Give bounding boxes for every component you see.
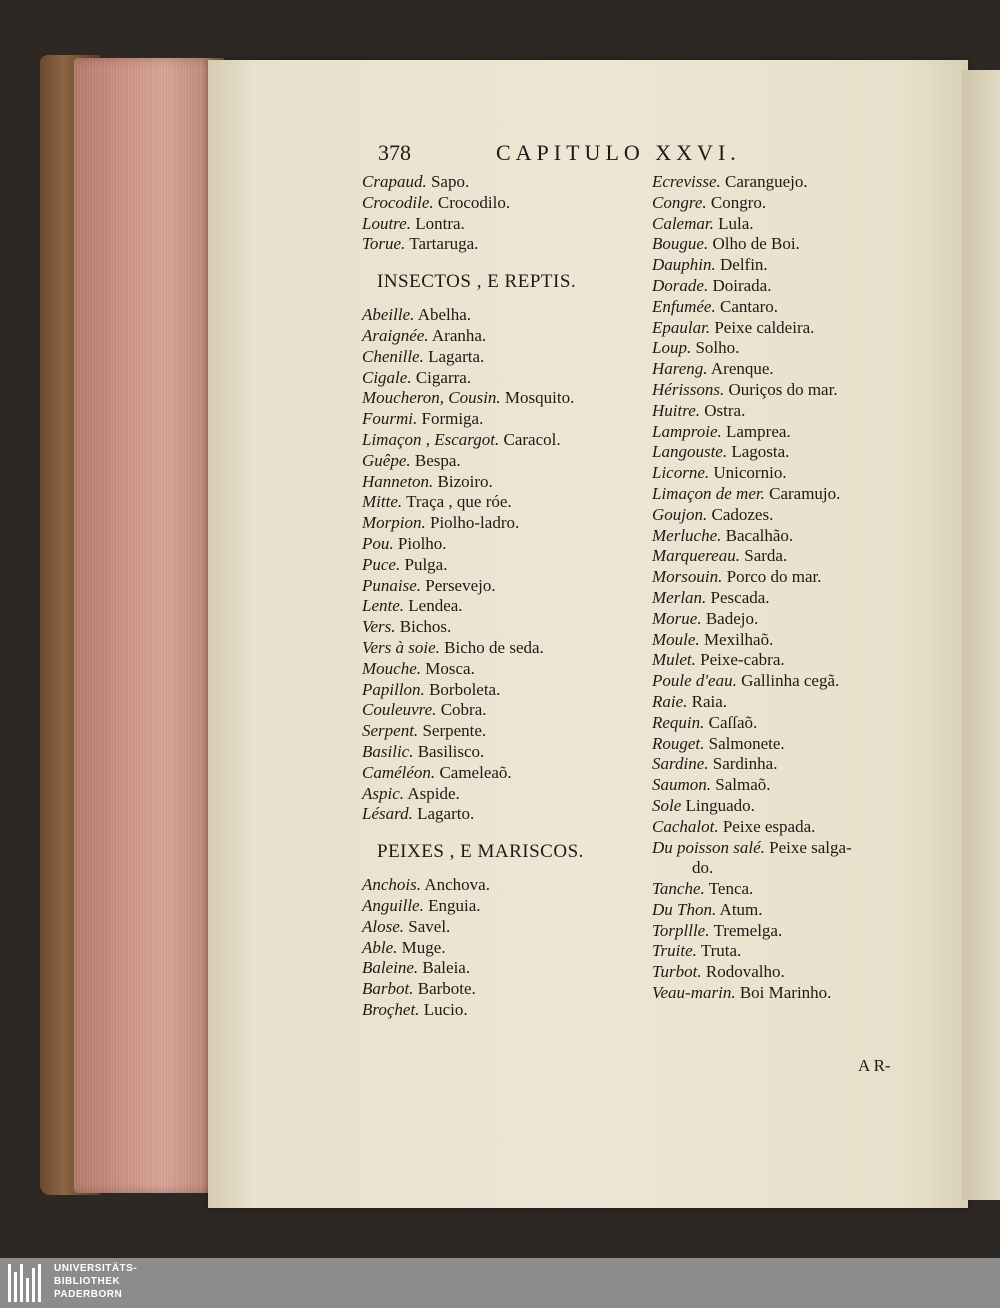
portuguese-term: Anchova. [424, 875, 490, 895]
french-term: Sardine. [652, 754, 709, 774]
vocab-entry [362, 451, 652, 472]
portuguese-term: Bichos. [399, 617, 452, 637]
vocab-entry [652, 401, 927, 422]
portuguese-term: Muge. [401, 937, 446, 957]
vocab-entry [362, 617, 652, 638]
portuguese-term: Cantaro. [719, 296, 779, 316]
vocab-entry [362, 326, 652, 347]
portuguese-term: Peixe-cabra. [700, 650, 785, 670]
vocab-entry [652, 609, 927, 630]
french-term: Calemar. [652, 213, 714, 233]
right-list-a [652, 172, 927, 838]
french-term: Limaçon , Escargot. [362, 429, 500, 449]
french-term: Turbot. [652, 962, 702, 982]
vocab-entry [362, 784, 652, 805]
portuguese-term: Bespa. [414, 450, 461, 470]
portuguese-term: Barbote. [417, 979, 476, 999]
french-term: Fourmi. [362, 409, 418, 429]
portuguese-term: Savel. [408, 916, 451, 936]
french-term: Vers. [362, 617, 396, 637]
vocab-entry [652, 671, 927, 692]
portuguese-term: Cadozes. [711, 504, 774, 524]
portuguese-term: Caramujo. [769, 483, 841, 503]
portuguese-term: Abelha. [417, 305, 472, 325]
french-term: Basilic. [362, 741, 414, 761]
french-term: Torue. [362, 234, 406, 254]
french-term: Mitte. [362, 492, 403, 512]
portuguese-term: Arenque. [710, 359, 774, 379]
vocab-entry [362, 214, 652, 235]
running-head: CAPITULO XXVI. [496, 140, 741, 165]
french-term: Dorade. [652, 275, 709, 295]
vocab-entry [652, 734, 927, 755]
vocab-entry [652, 422, 927, 443]
logo-line: UNIVERSITÄTS- [54, 1263, 138, 1274]
vocab-entry [652, 900, 927, 921]
vocab-entry [362, 721, 652, 742]
vocab-entry [362, 347, 652, 368]
french-term: Veau-marin. [652, 983, 736, 1003]
portuguese-term: Caracol. [503, 429, 561, 449]
vocab-entry [652, 193, 927, 214]
portuguese-term: Tenca. [708, 879, 754, 899]
portuguese-term: Truta. [700, 941, 742, 961]
vocab-entry [362, 659, 652, 680]
portuguese-term: Mosca. [425, 658, 475, 678]
french-term: Ecrevisse. [652, 172, 721, 191]
vocab-entry [652, 588, 927, 609]
french-term: Punaise. [362, 575, 422, 595]
vocab-entry [362, 979, 652, 1000]
french-term: Caméléon. [362, 762, 436, 782]
portuguese-term: Badejo. [705, 608, 759, 628]
portuguese-term: Lagarta. [428, 346, 485, 366]
vocab-entry [362, 534, 652, 555]
french-term: Sole [652, 795, 682, 815]
vocab-entry [652, 172, 927, 193]
portuguese-term: Doirada. [712, 275, 772, 295]
french-term: Langouste. [652, 442, 728, 462]
vocab-entry [362, 193, 652, 214]
vocab-entry [652, 630, 927, 651]
portuguese-term: Piolho. [397, 533, 447, 553]
vocab-entry [652, 484, 927, 505]
vocab-entry [362, 305, 652, 326]
french-term: Araignée. [362, 325, 429, 345]
vocab-entry [652, 567, 927, 588]
portuguese-term: Ostra. [704, 400, 746, 420]
french-term: Guêpe. [362, 450, 411, 470]
vocab-entry [652, 380, 927, 401]
french-term: Crapaud. [362, 172, 427, 191]
portuguese-term: Sapo. [430, 172, 470, 191]
portuguese-term: Rodovalho. [705, 962, 785, 982]
section-heading-peixes: PEIXES , E MARISCOS. [377, 841, 584, 863]
vocab-entry [362, 492, 652, 513]
portuguese-term: Boi Marinho. [739, 983, 832, 1003]
portuguese-term: Lendea. [408, 596, 463, 616]
french-term: Merluche. [652, 525, 722, 545]
vocab-entry [652, 838, 927, 859]
portuguese-term: Tartaruga. [409, 234, 479, 254]
vocab-entry [362, 958, 652, 979]
portuguese-term: Bacalhão. [725, 525, 794, 545]
portuguese-term: Ouriços do mar. [728, 379, 838, 399]
portuguese-term: Baleia. [422, 958, 471, 978]
french-term: Epaular. [652, 317, 711, 337]
vocab-entry [652, 276, 927, 297]
page-edges [74, 58, 224, 1193]
vocab-entry [362, 700, 652, 721]
portuguese-term: Gallinha cegã. [741, 671, 840, 691]
vocab-entry [362, 680, 652, 701]
vocab-entry [652, 463, 927, 484]
french-term: Tanche. [652, 879, 705, 899]
french-term: Poule d'eau. [652, 671, 737, 691]
french-term: Rouget. [652, 733, 705, 753]
portuguese-term: Tremelga. [713, 920, 783, 940]
french-term: Congre. [652, 192, 707, 212]
vocab-entry [362, 430, 652, 451]
french-term: Huitre. [652, 400, 701, 420]
portuguese-term: Peixe salga- [769, 837, 852, 857]
vocab-entry [652, 234, 927, 255]
vocab-entry [362, 513, 652, 534]
catchword: A R- [858, 1056, 891, 1075]
vocab-entry [652, 983, 927, 1004]
french-term: Crocodile. [362, 192, 434, 212]
french-term: Cachalot. [652, 816, 719, 836]
portuguese-term: Aranha. [431, 325, 487, 345]
french-term: Bougue. [652, 234, 709, 254]
page-number: 378 [378, 140, 411, 165]
portuguese-term: Peixe espada. [722, 816, 816, 836]
vocab-entry [362, 576, 652, 597]
portuguese-term: Borboleta. [429, 679, 501, 699]
french-term: Moule. [652, 629, 700, 649]
vocab-entry [652, 775, 927, 796]
vocab-entry [652, 921, 927, 942]
vocab-entry [652, 359, 927, 380]
vocab-entry [652, 962, 927, 983]
french-term: Moucheron, Cousin. [362, 388, 501, 408]
french-term: Licorne. [652, 463, 710, 483]
library-footer [0, 1258, 1000, 1308]
vocab-entry [362, 234, 652, 255]
left-column [362, 172, 652, 1021]
portuguese-term: Sarda. [744, 546, 788, 566]
portuguese-term: Mosquito. [504, 388, 575, 408]
french-term: Anchois. [362, 875, 422, 895]
portuguese-term: Olho de Boi. [712, 234, 800, 254]
vocab-entry [652, 817, 927, 838]
french-term: Requin. [652, 712, 705, 732]
portuguese-term: Serpente. [422, 721, 487, 741]
french-term: Torpllle. [652, 920, 710, 940]
french-term: Hanneton. [362, 471, 434, 491]
french-term: Hérissons. [652, 379, 725, 399]
vocab-entry [652, 941, 927, 962]
portuguese-term: Salmonete. [708, 733, 785, 753]
vocab-entry [652, 754, 927, 775]
portuguese-term: Pulga. [404, 554, 448, 574]
french-term: Goujon. [652, 504, 708, 524]
portuguese-term: Delfin. [720, 255, 768, 275]
portuguese-term: Solho. [695, 338, 740, 358]
peixes-list [362, 875, 652, 1021]
vocab-entry [652, 526, 927, 547]
vocab-entry [652, 297, 927, 318]
vocab-entry [362, 555, 652, 576]
french-term: Chenille. [362, 346, 424, 366]
french-term: Vers à soie. [362, 637, 440, 657]
french-term: Saumon. [652, 775, 712, 795]
portuguese-term: Unicornio. [713, 463, 787, 483]
vocab-entry [652, 650, 927, 671]
vocab-entry [362, 472, 652, 493]
portuguese-term: Lontra. [415, 213, 465, 233]
vocab-entry [362, 409, 652, 430]
french-term: Broçhet. [362, 999, 420, 1019]
french-term: Merlan. [652, 587, 707, 607]
french-term: Enfumée. [652, 296, 716, 316]
right-column [652, 172, 927, 1004]
portuguese-term: Crocodilo. [437, 192, 511, 212]
logo-line: BIBLIOTHEK [54, 1276, 121, 1287]
portuguese-term: Formiga. [421, 409, 484, 429]
portuguese-term: Atum. [719, 899, 763, 919]
vocab-entry [362, 172, 652, 193]
portuguese-term: Traça , que róe. [406, 492, 512, 512]
french-term: Raie. [652, 691, 688, 711]
vocab-entry [652, 796, 927, 817]
french-term: Able. [362, 937, 398, 957]
french-term: Dauphin. [652, 255, 716, 275]
french-term: Loup. [652, 338, 692, 358]
portuguese-term: Congro. [710, 192, 767, 212]
french-term: Anguille. [362, 895, 424, 915]
right-list-b [652, 879, 927, 1004]
vocab-entry [362, 742, 652, 763]
portuguese-term: Linguado. [685, 795, 755, 815]
portuguese-term: Cigarra. [415, 367, 472, 387]
vocab-entry [652, 318, 927, 339]
vocab-entry [362, 917, 652, 938]
french-term: Alose. [362, 916, 405, 936]
portuguese-term: Enguia. [428, 895, 481, 915]
portuguese-term: Cobra. [440, 700, 487, 720]
portuguese-term: Lula. [718, 213, 754, 233]
logo-line: PADERBORN [54, 1289, 123, 1300]
vocab-entry [652, 879, 927, 900]
page-header [378, 140, 938, 170]
french-term: Truite. [652, 941, 697, 961]
french-term: Lésard. [362, 804, 413, 824]
french-term: Pou. [362, 533, 394, 553]
portuguese-term: Lagarto. [417, 804, 475, 824]
french-term: Du Thon. [652, 899, 717, 919]
library-logo-icon [8, 1264, 48, 1302]
portuguese-term: Pescada. [710, 587, 770, 607]
portuguese-term: Mexilhaõ. [703, 629, 774, 649]
vocab-entry [362, 804, 652, 825]
french-term: Loutre. [362, 213, 411, 233]
portuguese-term: Caranguejo. [725, 172, 808, 191]
french-term: Abeille. [362, 305, 415, 325]
french-term: Mulet. [652, 650, 696, 670]
vocab-entry [362, 938, 652, 959]
vocab-entry [362, 368, 652, 389]
vocab-entry [362, 388, 652, 409]
french-term: Serpent. [362, 721, 419, 741]
vocab-entry [652, 505, 927, 526]
french-term: Couleuvre. [362, 700, 437, 720]
french-term: Du poisson salé. [652, 837, 765, 857]
portuguese-term: Porco do mar. [726, 567, 822, 587]
portuguese-term: Peixe caldeira. [714, 317, 815, 337]
vocab-entry [652, 546, 927, 567]
french-term: Lamproie. [652, 421, 722, 441]
french-term: Mouche. [362, 658, 422, 678]
french-term: Morsouin. [652, 567, 723, 587]
portuguese-term: Cameleaõ. [439, 762, 512, 782]
portuguese-term: Basilisco. [417, 741, 485, 761]
french-term: Baleine. [362, 958, 419, 978]
insectos-list [362, 305, 652, 825]
french-term: Papillon. [362, 679, 425, 699]
vocab-entry [362, 896, 652, 917]
portuguese-term: Lagosta. [731, 442, 790, 462]
vocab-entry [362, 638, 652, 659]
vocab-entry [652, 692, 927, 713]
portuguese-term: Aspide. [407, 783, 460, 803]
french-term: Morpion. [362, 513, 426, 533]
vocab-entry [362, 1000, 652, 1021]
portuguese-term: Salmaõ. [715, 775, 771, 795]
french-term: Morue. [652, 608, 702, 628]
portuguese-term: Raia. [691, 691, 728, 711]
left-top-list [362, 172, 652, 255]
vocab-entry [362, 763, 652, 784]
portuguese-term: Lucio. [423, 999, 468, 1019]
vocab-entry [652, 442, 927, 463]
portuguese-term: Bicho de seda. [444, 637, 544, 657]
french-term: Cigale. [362, 367, 412, 387]
vocab-entry [652, 338, 927, 359]
french-term: Puce. [362, 554, 401, 574]
vocab-entry [652, 255, 927, 276]
french-term: Hareng. [652, 359, 708, 379]
portuguese-term: Bizoiro. [437, 471, 493, 491]
portuguese-term: Sardinha. [712, 754, 778, 774]
vocab-entry [652, 713, 927, 734]
facing-page-edge [962, 70, 1000, 1200]
vocab-entry [362, 596, 652, 617]
french-term: Barbot. [362, 979, 414, 999]
french-term: Marquereau. [652, 546, 740, 566]
french-term: Aspic. [362, 783, 405, 803]
portuguese-term: Piolho-ladro. [430, 513, 520, 533]
portuguese-term: Persevejo. [425, 575, 496, 595]
vocab-entry [652, 214, 927, 235]
vocab-entry-continuation: do. [692, 858, 714, 878]
portuguese-term: Caſſaõ. [708, 712, 758, 732]
vocab-entry [362, 875, 652, 896]
french-term: Limaçon de mer. [652, 483, 765, 503]
section-heading-insectos: INSECTOS , E REPTIS. [377, 271, 577, 293]
portuguese-term: Lamprea. [726, 421, 791, 441]
library-logo-text [54, 1262, 137, 1301]
french-term: Lente. [362, 596, 405, 616]
